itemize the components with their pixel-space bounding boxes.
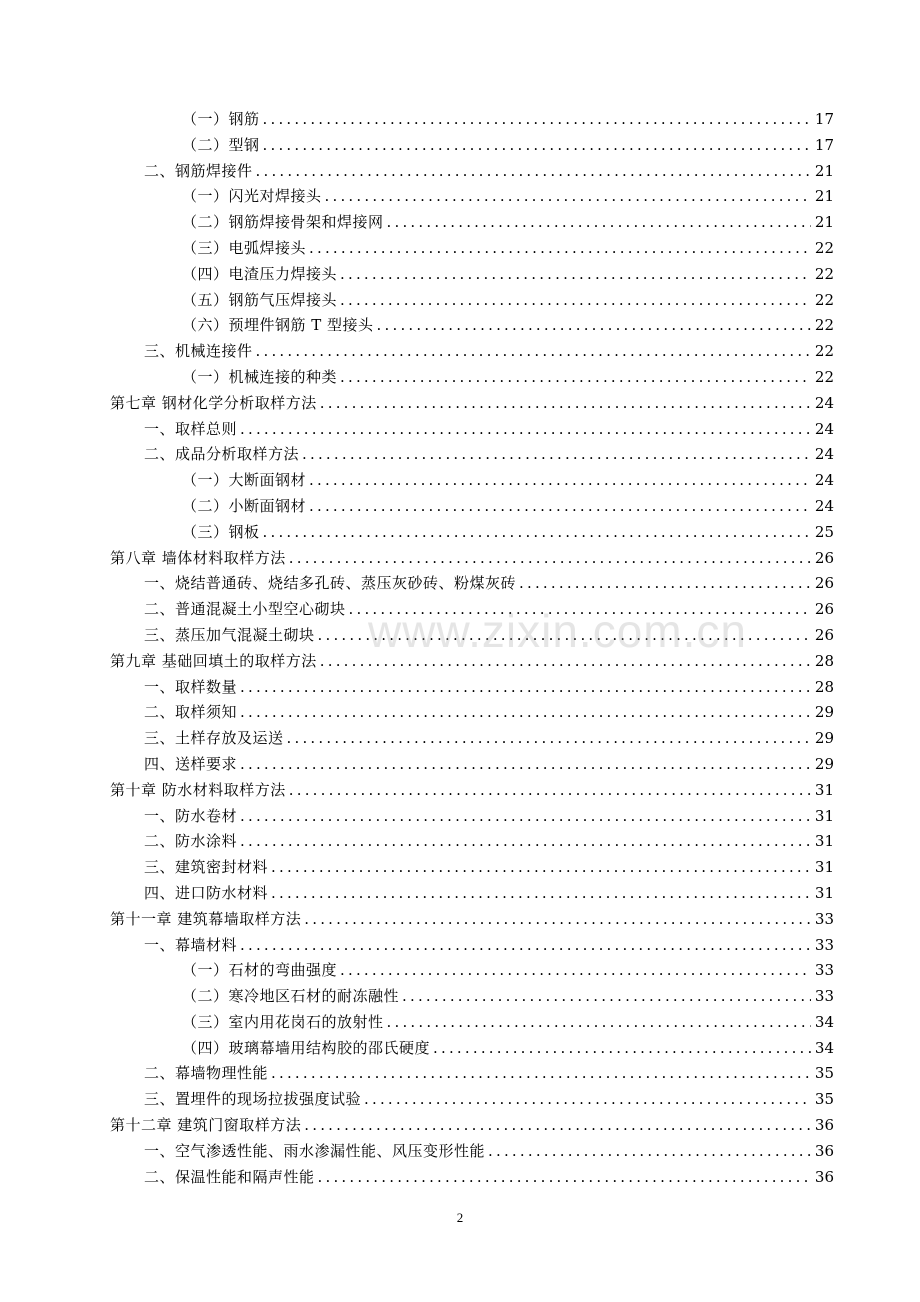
toc-dot-leader [402,984,811,1010]
toc-entry[interactable] [110,1061,834,1087]
toc-entry[interactable] [110,1139,834,1165]
toc-entry-title: （二）型钢 [182,135,260,154]
toc-dot-leader [302,442,811,468]
toc-dot-leader [240,829,811,855]
toc-entry[interactable] [110,623,834,649]
toc-entry-title: 三、机械连接件 [144,342,253,361]
toc-entry-page: 24 [814,419,834,438]
toc-entry-page: 31 [814,780,834,799]
toc-entry[interactable] [110,855,834,881]
toc-entry-page: 31 [814,858,834,877]
toc-entry-title: （一）石材的弯曲强度 [182,961,338,980]
toc-entry[interactable] [110,520,834,546]
toc-entry-title: 二、取样须知 [144,703,238,722]
toc-entry-title: （三）室内用花岗石的放射性 [182,1012,384,1031]
toc-entry[interactable] [110,365,834,391]
toc-dot-leader [349,597,811,623]
toc-entry-title: （一）钢筋 [182,110,260,128]
toc-entry-page: 35 [814,1090,834,1109]
toc-entry[interactable] [110,210,834,236]
toc-entry-title: 一、取样总则 [144,419,238,438]
toc-dot-leader [309,236,811,262]
toc-dot-leader [271,881,811,907]
toc-dot-leader [263,520,811,546]
toc-entry-page: 26 [814,548,834,567]
toc-entry[interactable] [110,313,834,339]
toc-entry-page: 28 [814,677,834,696]
toc-entry[interactable] [110,752,834,778]
toc-dot-leader [519,571,811,597]
toc-entry-title: （二）小断面钢材 [182,496,307,515]
toc-entry-title: （五）钢筋气压焊接头 [182,290,338,309]
toc-dot-leader [263,107,811,133]
toc-entry-page: 26 [814,625,834,644]
toc-entry-page: 22 [814,264,834,283]
toc-entry-title: 三、建筑密封材料 [144,858,269,877]
toc-dot-leader [340,288,811,314]
toc-dot-leader [340,262,811,288]
toc-entry[interactable] [110,958,834,984]
toc-entry[interactable] [110,778,834,804]
toc-entry[interactable] [110,107,834,133]
toc-entry-title: 四、进口防水材料 [144,883,269,902]
toc-entry-title: 一、防水卷材 [144,806,238,825]
toc-dot-leader [364,1087,811,1113]
toc-dot-leader [240,417,811,443]
toc-entry-page: 33 [814,935,834,954]
toc-dot-leader [318,623,811,649]
toc-entry-page: 35 [814,1064,834,1083]
toc-entry[interactable] [110,1010,834,1036]
toc-entry[interactable] [110,1165,834,1191]
toc-entry-title: 二、普通混凝土小型空心砌块 [144,600,346,619]
toc-entry-page: 24 [814,393,834,412]
toc-entry[interactable] [110,1087,834,1113]
toc-dot-leader [256,159,811,185]
toc-dot-leader [377,313,811,339]
toc-entry-title: 三、蒸压加气混凝土砌块 [144,625,315,644]
toc-entry[interactable] [110,984,834,1010]
toc-entry-title: （一）闪光对焊接头 [182,187,322,206]
toc-dot-leader [287,726,811,752]
toc-entry-page: 29 [814,729,834,748]
toc-entry-title: 一、烧结普通砖、烧结多孔砖、蒸压灰砂砖、粉煤灰砖 [144,574,517,593]
toc-dot-leader [263,133,811,159]
toc-dot-leader [271,855,811,881]
toc-entry-page: 28 [814,651,834,670]
toc-entry[interactable] [110,649,834,675]
toc-dot-leader [240,675,811,701]
toc-entry[interactable] [110,391,834,417]
toc-entry-page: 25 [814,522,834,541]
toc-entry-page: 36 [814,1116,834,1135]
toc-entry-page: 21 [814,187,834,206]
toc-entry-title: 第八章 墙体材料取样方法 [110,548,286,567]
toc-entry[interactable] [110,494,834,520]
toc-entry[interactable] [110,1036,834,1062]
toc-entry-page: 17 [814,110,834,128]
toc-entry[interactable] [110,675,834,701]
toc-dot-leader [387,1010,811,1036]
toc-entry-title: 二、防水涂料 [144,832,238,851]
toc-entry-page: 24 [814,471,834,490]
toc-entry-page: 29 [814,703,834,722]
toc-dot-leader [309,468,811,494]
toc-entry-page: 33 [814,961,834,980]
toc-entry[interactable] [110,700,834,726]
toc-dot-leader [488,1139,811,1165]
toc-entry-title: 二、钢筋焊接件 [144,161,253,180]
toc-dot-leader [340,958,811,984]
toc-entry-page: 31 [814,806,834,825]
toc-entry[interactable] [110,184,834,210]
toc-entry-page: 26 [814,600,834,619]
toc-entry[interactable] [110,339,834,365]
toc-entry-page: 22 [814,342,834,361]
toc-dot-leader [320,391,811,417]
toc-dot-leader [289,778,811,804]
toc-entry-page: 36 [814,1167,834,1186]
toc-entry-title: （一）机械连接的种类 [182,367,338,386]
toc-entry-title: 一、幕墙材料 [144,935,238,954]
toc-dot-leader [289,546,811,572]
toc-entry-title: 一、空气渗透性能、雨水渗漏性能、风压变形性能 [144,1141,486,1160]
toc-entry-page: 29 [814,754,834,773]
toc-entry-page: 22 [814,316,834,335]
toc-entry-page: 24 [814,445,834,464]
toc-entry[interactable] [110,288,834,314]
toc-entry-title: 第十二章 建筑门窗取样方法 [110,1116,302,1135]
toc-entry-page: 33 [814,987,834,1006]
toc-dot-leader [325,184,811,210]
toc-entry-title: （四）电渣压力焊接头 [182,264,338,283]
toc-entry[interactable] [110,159,834,185]
toc-entry[interactable] [110,133,834,159]
toc-entry-page: 24 [814,496,834,515]
toc-entry-page: 26 [814,574,834,593]
toc-entry-page: 34 [814,1012,834,1031]
toc-entry-title: 三、置埋件的现场拉拔强度试验 [144,1090,362,1109]
toc-dot-leader [318,1165,811,1191]
toc-dot-leader [240,700,811,726]
toc-dot-leader [433,1036,811,1062]
toc-dot-leader [309,494,811,520]
toc-entry[interactable] [110,262,834,288]
toc-entry-title: （一）大断面钢材 [182,471,307,490]
toc-entry-title: （三）电弧焊接头 [182,238,307,257]
toc-entry-title: 三、土样存放及运送 [144,729,284,748]
toc-entry-page: 33 [814,909,834,928]
toc-entry-page: 31 [814,832,834,851]
toc-entry-title: （二）钢筋焊接骨架和焊接网 [182,213,384,232]
toc-dot-leader [256,339,811,365]
toc-entry[interactable] [110,881,834,907]
toc-entry-page: 36 [814,1141,834,1160]
toc-entry-title: 第七章 钢材化学分析取样方法 [110,393,317,412]
toc-entry-page: 21 [814,213,834,232]
toc-entry[interactable] [110,468,834,494]
toc-dot-leader [240,933,811,959]
toc-entry-title: 第九章 基础回填土的取样方法 [110,651,317,670]
toc-entry[interactable] [110,571,834,597]
toc-entry[interactable] [110,236,834,262]
toc-entry[interactable] [110,1113,834,1139]
toc-entry-page: 22 [814,367,834,386]
toc-entry-title: 二、保温性能和隔声性能 [144,1167,315,1186]
toc-entry[interactable] [110,442,834,468]
toc-entry-page: 31 [814,883,834,902]
toc-entry[interactable] [110,829,834,855]
toc-entry-title: 一、取样数量 [144,677,238,696]
toc-dot-leader [304,907,811,933]
toc-entry-title: （六）预埋件钢筋 T 型接头 [182,316,374,335]
toc-dot-leader [320,649,811,675]
toc-entry[interactable] [110,933,834,959]
toc-dot-leader [387,210,811,236]
toc-entry-title: 二、成品分析取样方法 [144,445,300,464]
toc-entry[interactable] [110,804,834,830]
toc-entry-title: （三）钢板 [182,522,260,541]
toc-dot-leader [271,1061,811,1087]
toc-entry-page: 17 [814,135,834,154]
toc-entry-title: （四）玻璃幕墙用结构胶的邵氏硬度 [182,1038,431,1057]
toc-entry[interactable] [110,726,834,752]
toc-dot-leader [340,365,811,391]
toc-entry-title: 第十章 防水材料取样方法 [110,780,286,799]
toc-entry-page: 22 [814,238,834,257]
toc-entry[interactable] [110,546,834,572]
toc-entry-title: （二）寒冷地区石材的耐冻融性 [182,987,400,1006]
table-of-contents [110,107,834,1190]
toc-entry-title: 四、送样要求 [144,754,238,773]
toc-entry-page: 21 [814,161,834,180]
toc-entry-title: 二、幕墙物理性能 [144,1064,269,1083]
page-number: 2 [456,1210,464,1225]
toc-dot-leader [240,804,811,830]
toc-entry[interactable] [110,417,834,443]
toc-dot-leader [304,1113,811,1139]
toc-entry-title: 第十一章 建筑幕墙取样方法 [110,909,302,928]
toc-entry-page: 22 [814,290,834,309]
toc-entry[interactable] [110,597,834,623]
toc-dot-leader [240,752,811,778]
watermark: www.zixin.com.cn [368,605,747,657]
toc-entry-page: 34 [814,1038,834,1057]
toc-entry[interactable] [110,907,834,933]
